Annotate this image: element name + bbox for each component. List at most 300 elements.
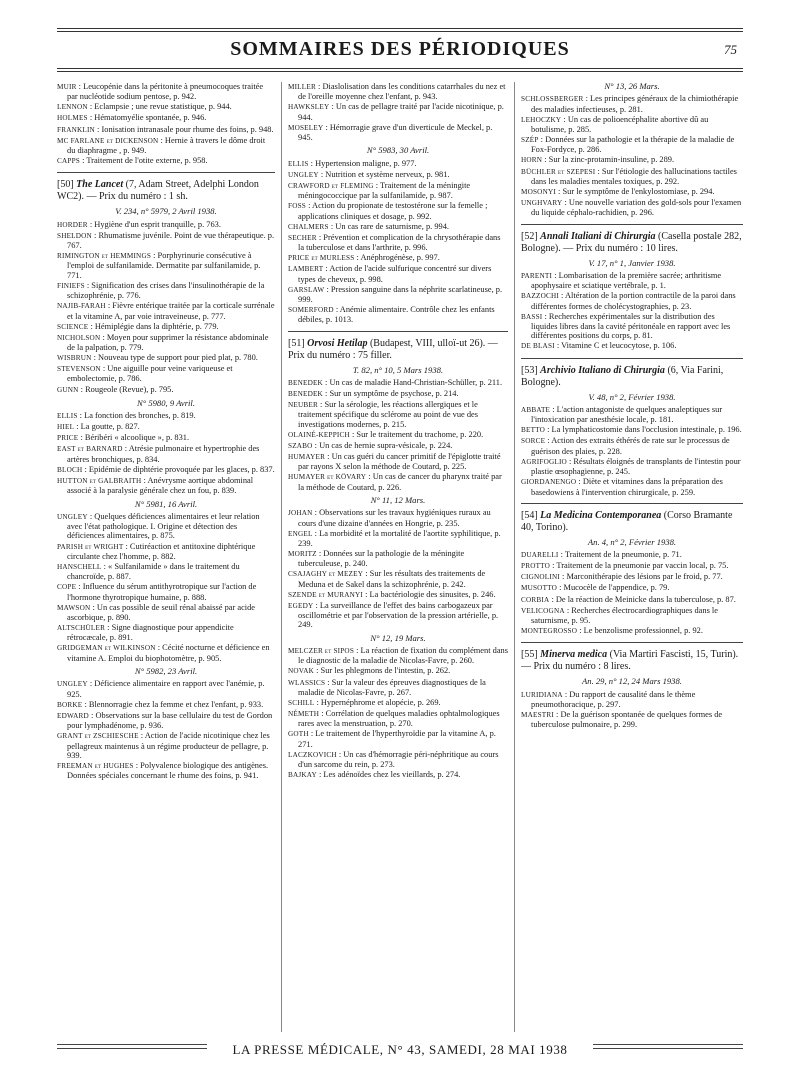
journal-heading xyxy=(521,642,743,673)
article-entry xyxy=(57,220,275,230)
entry-list xyxy=(57,220,275,395)
article-author: HANSCHELL xyxy=(57,562,102,571)
article-entry xyxy=(57,422,275,432)
article-author: MONTEGROSSO xyxy=(521,627,578,636)
article-author: HUMAYER xyxy=(288,452,326,461)
article-author: UNGHVARY xyxy=(521,199,563,208)
article-entry xyxy=(57,679,275,699)
article-author: BÜCHLER et SZEPESI xyxy=(521,167,596,176)
column-1 xyxy=(57,82,275,1034)
article-entry xyxy=(57,301,275,321)
article-author: HUTTON et GALBRAITH xyxy=(57,476,142,485)
journal-number: [50] xyxy=(57,179,74,191)
article-author: MUIR xyxy=(57,83,77,91)
article-title: : Sur les résultats des traitements de Meduna et de Sakel dans la schizophrénie, p. 242. xyxy=(298,569,486,589)
journal-number: [53] xyxy=(521,364,538,376)
article-entry xyxy=(521,135,743,155)
article-title: : Ionisation intranasale pour rhume des foins, p. 948. xyxy=(97,124,274,134)
article-title: : Vitamine C et leucocytose, p. 106. xyxy=(556,341,677,351)
article-title: : Sur le symptôme de l'enkylostomiase, p. 294. xyxy=(558,186,715,196)
article-author: MOSONYI xyxy=(521,187,556,196)
article-entry xyxy=(288,452,508,472)
article-author: MC FARLANE et DICKENSON xyxy=(57,136,159,145)
article-entry xyxy=(288,529,508,549)
article-author: LURIDIANA xyxy=(521,690,563,699)
journal-number: [55] xyxy=(521,649,538,661)
article-entry xyxy=(57,385,275,395)
issue-heading: T. 82, n° 10, 5 Mars 1938. xyxy=(352,364,444,375)
article-entry xyxy=(57,251,275,280)
article-title: : Traitement de la pneumonie par vaccin local, p. 75. xyxy=(552,561,729,571)
article-title: : Action de l'acide sulfurique concentré sur divers types de cheveux, p. 998. xyxy=(298,264,492,284)
article-entry xyxy=(57,444,275,464)
article-title: : Données sur la pathologie et la thérapie de la maladie de Fox-Fordyce, p. 286. xyxy=(531,135,735,155)
journal-info: (7, Adam Street, Adelphi London WC2). — Prix du numéro : 1 sh. xyxy=(57,179,259,203)
article-title: : Un cas de polioencéphalite abortive dû au botulisme, p. 285. xyxy=(531,114,709,134)
article-author: SOMERFORD xyxy=(288,306,334,314)
column-divider xyxy=(514,82,515,1032)
article-title: : Sur l'étiologie des hallucinations tactiles dans les maladies mentales toxiques, p. 292. xyxy=(531,166,737,186)
article-author: PROTTO xyxy=(521,562,551,571)
article-title: : Corrélation de quelques maladies ophtalmologiques rares avec la menstruation, p. 270. xyxy=(298,709,500,729)
journal-heading xyxy=(521,358,743,389)
article-author: SZABO xyxy=(288,441,313,450)
article-entry xyxy=(521,198,743,218)
article-author: HOLMES xyxy=(57,114,88,123)
article-entry xyxy=(57,465,275,475)
top-rule xyxy=(57,28,743,29)
article-title: : Cécité nocturne et déficience en vitamine A. Emploi du biophotomètre, p. 905. xyxy=(67,643,270,663)
article-title: : Hématomyélie spontanée, p. 946. xyxy=(89,113,207,123)
article-entry xyxy=(288,549,508,569)
article-entry xyxy=(57,281,275,301)
article-title: : Résultats éloignés de transplants de l'intestin pour plastie œsophagienne, p. 245. xyxy=(531,456,741,477)
article-entry xyxy=(521,94,743,114)
article-title: : Signification des crises dans l'insulinothérapie de la schizophrénie, p. 776. xyxy=(67,280,265,301)
article-author: GRANT et ZSCHIESCHE xyxy=(57,732,139,741)
article-author: HORDER xyxy=(57,220,88,229)
article-title: : La réaction de fixation du complément dans le diagnostic de la maladie de Nicolas-Favre, p. 260. xyxy=(298,646,508,666)
article-entry xyxy=(288,750,508,770)
article-entry xyxy=(288,181,508,201)
article-title: : Sur la zinc-protamin-insuline, p. 289. xyxy=(544,155,675,165)
article-author: BETTO xyxy=(521,426,546,435)
article-entry xyxy=(57,82,275,102)
article-title: : Nouveau type de support pour pied plat, p. 780. xyxy=(93,353,258,363)
article-entry xyxy=(57,231,275,251)
entry-list xyxy=(521,550,743,636)
issue-heading: An. 29, n° 12, 24 Mars 1938. xyxy=(582,676,682,687)
article-title: : Pression sanguine dans la néphrite scarlatineuse, p. 999. xyxy=(298,284,503,304)
article-entry xyxy=(288,201,508,221)
article-author: SECHER xyxy=(288,233,317,242)
article-entry xyxy=(288,82,508,102)
article-entry xyxy=(521,550,743,560)
article-title: : Un cas d'hémorragie péri-néphritique au cours d'un sarcome du rein, p. 273. xyxy=(298,749,499,770)
article-title: : Recherches expérimentales sur la distribution des liquides libres dans la cavité péritonéale en rapport avec les différentes positions du corps, p. 81. xyxy=(531,311,731,341)
article-author: SORCE xyxy=(521,437,546,446)
article-title: : Traitement de l'otite externe, p. 958. xyxy=(82,156,208,166)
article-entry xyxy=(288,222,508,232)
article-author: SCHLOSSBERGER xyxy=(521,95,584,104)
issue-heading: N° 5982, 23 Avril. xyxy=(134,666,198,677)
article-title: : Le traitement de l'hyperthyroïdie par la vitamine A, p. 271. xyxy=(298,729,496,749)
column-2 xyxy=(288,82,508,1034)
article-entry xyxy=(521,690,743,710)
journal-heading xyxy=(57,172,275,203)
article-author: BAZZOCHI xyxy=(521,292,559,301)
article-author: MUSOTTO xyxy=(521,584,558,593)
entry-list xyxy=(57,679,275,780)
footer-text: LA PRESSE MÉDICALE, N° 43, SAMEDI, 28 MAI 1938 xyxy=(232,1042,568,1057)
journal-name: Orvosi Hetilap xyxy=(307,337,368,349)
article-title: : Sur le traitement du trachome, p. 220. xyxy=(352,429,484,439)
entry-list xyxy=(521,690,743,730)
issue-heading: N° 12, 19 Mars. xyxy=(370,632,426,643)
article-title: : Béribéri « alcoolique », p. 831. xyxy=(80,433,190,443)
article-title: : Rougeole (Revue), p. 795. xyxy=(80,384,174,394)
article-author: MORITZ xyxy=(288,550,317,559)
article-entry xyxy=(521,187,743,197)
article-author: PARENTI xyxy=(521,271,553,280)
article-author: PARISH et WRIGHT xyxy=(57,542,124,551)
article-title: : Action de l'acide nicotinique chez les pellagreux maintenus à un régime producteur de pellagre, p. 939. xyxy=(67,731,270,760)
entry-list xyxy=(521,271,743,352)
article-author: ELLIS xyxy=(57,412,78,421)
article-entry xyxy=(288,770,508,780)
article-entry xyxy=(521,595,743,605)
article-entry xyxy=(57,333,275,353)
column-3 xyxy=(521,82,743,1034)
article-author: SCIENCE xyxy=(57,322,89,331)
article-author: NICHOLSON xyxy=(57,333,101,342)
article-author: LACZKOVICH xyxy=(288,750,337,759)
article-author: GUNN xyxy=(57,385,79,394)
article-entry xyxy=(57,623,275,643)
article-title: : Hypertension maligne, p. 977. xyxy=(310,158,417,168)
article-entry xyxy=(521,606,743,626)
article-author: MELCZER et SIPOS xyxy=(288,647,355,656)
article-title: : De la réaction de Meinicke dans la tuberculose, p. 87. xyxy=(551,594,736,604)
article-author: DUARELLI xyxy=(521,551,559,560)
article-author: BENEDEK xyxy=(288,389,323,398)
article-author: NAJIB-FARAH xyxy=(57,302,106,311)
article-entry xyxy=(521,710,743,730)
entry-list xyxy=(288,508,508,630)
article-title: : Données sur la pathologie de la méningite tuberculeuse, p. 240. xyxy=(298,549,465,569)
article-entry xyxy=(521,405,743,425)
article-author: RIMINGTON et HEMMINGS xyxy=(57,252,152,261)
article-entry xyxy=(521,583,743,593)
journal-info: (6, Via Farini, Bologne). xyxy=(521,364,724,388)
article-author: UNGLEY xyxy=(57,512,88,521)
article-title: : Anéphrogénèse, p. 997. xyxy=(356,253,440,263)
article-author: LEHOCZKY xyxy=(521,115,562,124)
article-entry xyxy=(288,378,508,388)
article-entry xyxy=(57,364,275,384)
article-title: : Un cas de pellagre traité par l'acide nicotinique, p. 944. xyxy=(298,102,504,122)
page-number: 75 xyxy=(724,42,737,57)
article-author: SCHILL xyxy=(288,698,315,707)
journal-heading xyxy=(288,331,508,362)
article-author: UNGLEY xyxy=(57,680,88,689)
article-author: MAWSON xyxy=(57,603,91,612)
article-author: BAJKAY xyxy=(288,771,317,780)
article-title: : « Sulfanilamide » dans le traitement du chancroïde, p. 887. xyxy=(67,561,240,582)
journal-number: [52] xyxy=(521,230,538,242)
article-author: MAESTRI xyxy=(521,711,554,719)
article-title: : Epidémie de diphtérie provoquée par les glaces, p. 837. xyxy=(84,464,275,474)
article-entry xyxy=(57,353,275,363)
article-title: : Diaslolisation dans les conditions catarrhales du nez et de l'oreille moyenne chez l'enfant, p. 943. xyxy=(298,82,506,102)
header-rule xyxy=(57,71,743,72)
article-author: GIORDANENGO xyxy=(521,478,577,487)
article-author: CORBIA xyxy=(521,595,550,604)
article-author: EDWARD xyxy=(57,711,89,720)
article-author: NEUBER xyxy=(288,401,318,410)
issue-heading: V. 17, n° 1, Janvier 1938. xyxy=(588,257,676,268)
journal-number: [51] xyxy=(288,337,305,349)
article-title: : Hernie à travers le dôme droit du diaphragme , p. 949. xyxy=(67,135,266,155)
article-author: BORKE xyxy=(57,700,83,709)
article-title: : Une nouvelle variation des gold-sols pour l'examen du liquide céphalo-rachidien, p. 296. xyxy=(531,198,742,218)
article-author: COPE xyxy=(57,583,77,592)
article-title: : Leucopénie dans la péritonite à pneumocoques traitée par nucléotide sodium pentose, p. 942. xyxy=(67,82,264,102)
article-entry xyxy=(288,389,508,399)
article-entry xyxy=(288,264,508,284)
article-title: : Signe diagnostique pour appendicite rétrocæcale, p. 891. xyxy=(67,623,234,643)
article-entry xyxy=(57,512,275,541)
article-title: : Hypernéphrome et alopécie, p. 269. xyxy=(316,697,441,707)
article-entry xyxy=(521,271,743,291)
entry-list xyxy=(57,411,275,495)
journal-name: The Lancet xyxy=(76,179,124,191)
article-title: : Rhumatisme juvénile. Point de vue thérapeutique. p. 767. xyxy=(67,230,275,251)
article-title: : Sur les phlegmons de l'intestin, p. 262. xyxy=(316,666,451,676)
article-title: : Les adénoïdes chez les vieillards, p. 274. xyxy=(319,770,461,780)
article-author: CHALMERS xyxy=(288,222,329,231)
article-entry xyxy=(521,155,743,165)
article-entry xyxy=(57,411,275,421)
article-author: LENNON xyxy=(57,103,88,112)
article-entry xyxy=(57,542,275,562)
article-entry xyxy=(288,590,508,600)
article-author: FOSS xyxy=(288,202,306,211)
article-author: SZÉP xyxy=(521,136,539,145)
journal-name: Archivio Italiano di Chirurgia xyxy=(540,364,665,376)
entry-list xyxy=(521,405,743,497)
journal-heading xyxy=(521,224,743,255)
article-entry xyxy=(57,125,275,135)
footer-rule xyxy=(593,1044,743,1045)
article-entry xyxy=(521,341,743,351)
article-entry xyxy=(521,626,743,636)
article-entry xyxy=(288,123,508,143)
entry-list xyxy=(57,512,275,663)
article-entry xyxy=(288,102,508,122)
article-entry xyxy=(57,156,275,166)
article-title: : La bactériologie des sinusites, p. 246. xyxy=(365,589,496,599)
article-title: : Marconithérapie des lésions par le froid, p. 77. xyxy=(562,572,723,582)
article-title: : Cutiréaction et antitoxine diphtérique circulante chez l'homme, p. 882. xyxy=(67,541,256,561)
article-title: : Sur la valeur des épreuves diagnostiques de la maladie de Nicolas-Favre, p. 267. xyxy=(298,677,486,697)
article-author: BASSI xyxy=(521,312,543,321)
article-entry xyxy=(288,698,508,708)
entry-list xyxy=(288,159,508,325)
article-title: : Sur la sérologie, les réactions allergiques et le traitement spécifique du sclérome au point de vue des investigations modernes, p. 215. xyxy=(298,400,479,429)
article-entry xyxy=(288,285,508,305)
article-entry xyxy=(57,476,275,496)
article-entry xyxy=(57,711,275,731)
article-title: : Anémie alimentaire. Contrôle chez les enfants débiles, p. 1013. xyxy=(298,305,495,325)
article-author: FRANKLIN xyxy=(57,125,95,134)
header-rule xyxy=(57,68,743,69)
article-entry xyxy=(521,167,743,187)
article-title: : La goutte, p. 827. xyxy=(76,422,140,432)
article-title: : La fonction des bronches, p. 819. xyxy=(79,411,196,421)
page-footer xyxy=(57,1040,743,1060)
article-title: : L'action antagoniste de quelques analeptiques sur l'intoxication par anesthésie locale, p. 181. xyxy=(531,405,723,425)
article-title: : La lymphaticostomie dans l'occlusion intestinale, p. 196. xyxy=(547,425,742,435)
article-entry xyxy=(288,709,508,729)
article-author: HIEL xyxy=(57,423,75,432)
issue-heading: N° 11, 12 Mars. xyxy=(370,494,426,505)
article-author: FINIEFS xyxy=(57,281,85,290)
article-author: EAST et BARNARD xyxy=(57,445,123,454)
article-title: : Traitement de la pneumonie, p. 71. xyxy=(560,550,682,560)
entry-list xyxy=(57,82,275,166)
article-entry xyxy=(288,666,508,676)
article-entry xyxy=(288,233,508,253)
article-title: : Un cas de cancer du pharynx traité par la méthode de Coutard, p. 226. xyxy=(298,472,502,492)
article-entry xyxy=(57,761,275,781)
article-author: GARSLAW xyxy=(288,285,325,294)
article-author: MOSELEY xyxy=(288,123,324,132)
article-title: : Du rapport de causalité dans le thème pneumothoracique, p. 297. xyxy=(531,689,696,709)
journal-info: (Casella postale 282, Bologne). — Prix du numéro : 10 lires. xyxy=(521,230,742,254)
article-author: UNGLEY xyxy=(288,170,319,179)
entry-list xyxy=(288,378,508,492)
issue-heading: V. 48, n° 2, Février 1938. xyxy=(588,391,676,402)
article-title: : Hygiène d'un esprit tranquille, p. 763. xyxy=(89,219,221,229)
entry-list xyxy=(521,94,743,217)
article-title: : Un cas possible de seuil rénal abaissé par acide ascorbique, p. 890. xyxy=(67,602,256,622)
article-author: WISBRUN xyxy=(57,354,92,363)
footer-rule xyxy=(593,1048,743,1049)
article-author: ABBATE xyxy=(521,406,551,414)
article-title: : Le benzolisme professionnel, p. 92. xyxy=(579,626,703,636)
article-author: OLAINÉ-KEPPICH xyxy=(288,430,350,439)
article-author: CSAJAGHY et MEZEY xyxy=(288,570,364,579)
article-entry xyxy=(288,305,508,325)
article-title: : Anévrysme aortique abdominal associé à la paralysie générale chez un fou, p. 839. xyxy=(67,475,254,496)
article-entry xyxy=(521,312,743,341)
issue-heading: N° 5983, 30 Avril. xyxy=(366,145,430,156)
article-title: : La surveillance de l'effet des bains carbogazeux par oscillométrie et par l'observation de la pression artérielle, p. 249. xyxy=(298,600,499,630)
article-title: : Mucocèle de l'appendice, p. 79. xyxy=(559,583,670,593)
article-author: CRAWFORD et FLEMING xyxy=(288,181,374,190)
article-entry xyxy=(521,291,743,311)
journal-heading xyxy=(521,503,743,534)
issue-heading: N° 5981, 16 Avril. xyxy=(134,498,198,509)
article-title: : Un cas de maladie Hand-Christian-Schüller, p. 211. xyxy=(325,377,503,387)
article-title: : Un cas rare de saturnisme, p. 994. xyxy=(330,221,449,231)
issue-heading: An. 4, n° 2, Février 1938. xyxy=(587,536,677,547)
article-title: : Un cas guéri du cancer primitif de l'épiglotte traité par rayons X selon la méthode de Coutard, p. 225. xyxy=(298,451,501,472)
page-header xyxy=(57,36,743,66)
article-entry xyxy=(288,472,508,492)
journal-name: Minerva medica xyxy=(540,649,608,661)
article-entry xyxy=(288,253,508,263)
article-title: : Prévention et complication de la chrysothérapie dans la tuberculose et dans l'arthrite, p. 996. xyxy=(298,232,501,253)
article-title: : Action du propionate de testostérone sur la femelle ; applications cliniques et dosage, p. 992. xyxy=(298,201,488,221)
article-entry xyxy=(57,113,275,123)
article-entry xyxy=(521,457,743,477)
article-title: : Sur un symptôme de psychose, p. 214. xyxy=(325,388,459,398)
issue-heading: N° 13, 26 Mars. xyxy=(604,82,660,91)
article-entry xyxy=(288,170,508,180)
article-author: BENEDEK xyxy=(288,378,323,387)
article-title: : Fièvre entérique traitée par la corticale surrénale et la vitamine A, par voie intraveineuse, p. 777. xyxy=(67,301,275,321)
journal-info: (Via Martiri Fascisti, 15, Turin). — Prix du numéro : 8 lires. xyxy=(521,649,739,673)
journal-name: Annali Italiani di Chirurgia xyxy=(540,230,656,242)
article-author: HORN xyxy=(521,156,543,165)
journal-name: La Medicina Contemporanea xyxy=(540,509,662,521)
article-author: GRIDGEMAN et WILKINSON xyxy=(57,644,156,653)
issue-heading: V. 234, n° 5979, 2 Avril 1938. xyxy=(115,206,217,217)
article-author: CIGNOLINI xyxy=(521,573,560,582)
article-author: GOTH xyxy=(288,730,309,739)
article-author: VELICOGNA xyxy=(521,606,565,615)
top-rule xyxy=(57,31,743,32)
article-author: HAWKSLEY xyxy=(288,103,330,112)
article-author: NOVAK xyxy=(288,667,315,676)
article-author: PRICE xyxy=(57,434,79,443)
article-entry xyxy=(521,477,743,497)
journal-info: (Corso Bramante 40, Torino). xyxy=(521,509,733,533)
article-title: : Une aiguille pour veine variqueuse et embolectomie, p. 786. xyxy=(67,364,233,384)
article-title: : Lombarisation de la première sacrée; arthritisme apophysaire et sciatique vertébrale, p. 1. xyxy=(531,270,722,291)
article-title: : Diète et vitamines dans la préparation des basedowiens à l'intervention chirurgicale, p. 259. xyxy=(531,477,723,497)
article-title: : Atrésie pulmonaire et hypertrophie des artères bronchiques, p. 834. xyxy=(67,444,260,464)
article-entry xyxy=(521,572,743,582)
article-entry xyxy=(288,729,508,749)
article-author: HUMAYER et KÖVARY xyxy=(288,473,367,482)
article-title: : Action des extraits éthérés de rate sur le processus de guérison des plaies, p. 228. xyxy=(531,436,730,456)
article-title: : Quelques déficiences alimentaires et leur relation avec l'état pathologique. I. Origine et détection des déficiences alimentaires, p. 875. xyxy=(67,511,260,541)
article-title: : Moyen pour supprimer la résistance abdominale de la palpation, p. 779. xyxy=(67,332,269,352)
article-title: : Recherches électrocardiographiques dans le saturnisme, p. 95. xyxy=(531,605,718,625)
article-entry xyxy=(288,508,508,528)
article-entry xyxy=(288,400,508,429)
article-title: : Traitement de la méningite méningococcique par la sulfanilamide, p. 987. xyxy=(298,180,471,201)
article-author: WLASSICS xyxy=(288,678,326,687)
article-author: ALTSCHÜLER xyxy=(57,624,106,633)
article-title: : Les principes généraux de la chimiothérapie des maladies infectieuses, p. 281. xyxy=(531,94,739,114)
journal-number: [54] xyxy=(521,509,538,521)
article-entry xyxy=(288,569,508,589)
article-author: ELLIS xyxy=(288,159,309,168)
article-entry xyxy=(57,700,275,710)
entry-list xyxy=(288,646,508,780)
article-title: : Blennorragie chez la femme et chez l'enfant, p. 933. xyxy=(84,699,264,709)
article-author: FREEMAN et HUGHES xyxy=(57,761,134,770)
article-entry xyxy=(288,159,508,169)
article-author: PRICE et MURLESS xyxy=(288,254,355,263)
article-title: : La morbidité et la mortalité de l'aortite syphilitique, p. 239. xyxy=(298,528,501,548)
article-entry xyxy=(521,561,743,571)
article-author: ENGEL xyxy=(288,529,313,538)
